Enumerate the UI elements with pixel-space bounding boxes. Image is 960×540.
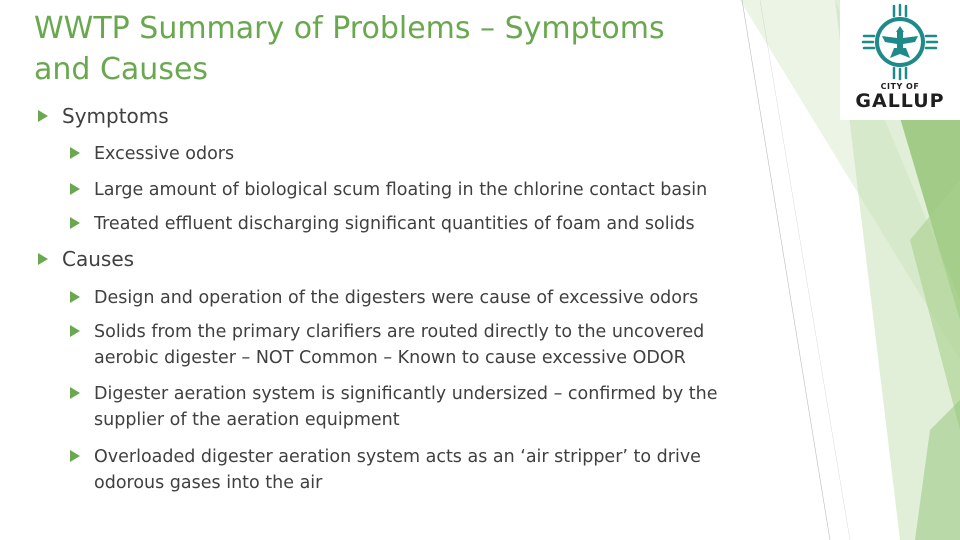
list-item-text: Excessive odors <box>94 144 235 164</box>
zia-thunderbird-emblem-icon <box>840 0 960 82</box>
arrow-bullet-icon <box>70 183 80 195</box>
list-item-text: Design and operation of the digesters were cause of excessive odors <box>94 288 699 308</box>
arrow-bullet-icon <box>70 291 80 303</box>
list-item-text: Solids from the primary clarifiers are routed directly to the uncovered aerobic digester – NOT Common – Known to cause excessive ODOR <box>94 322 705 368</box>
arrow-bullet-icon <box>70 450 80 462</box>
arrow-bullet-icon <box>70 325 80 337</box>
logo-line-1: CITY OF <box>880 82 920 91</box>
logo-line-2: GALLUP <box>855 90 945 112</box>
list-item-text: Digester aeration system is significantly undersized – confirmed by the supplier of the aeration equipment <box>94 384 718 430</box>
list-item-text: Large amount of biological scum floating in the chlorine contact basin <box>94 180 708 200</box>
city-logo <box>840 0 960 120</box>
arrow-bullet-icon <box>70 387 80 399</box>
list-item-text: Treated effluent discharging significant quantities of foam and solids <box>94 214 695 234</box>
arrow-bullet-icon <box>70 147 80 159</box>
section-heading-label: Symptoms <box>62 104 169 128</box>
arrow-bullet-icon <box>70 217 80 229</box>
title-line-1: WWTP Summary of Problems – Symptoms <box>34 11 665 46</box>
page-title <box>34 8 754 90</box>
arrow-bullet-icon <box>38 110 48 122</box>
list-item-text: Overloaded digester aeration system acts as an ‘air stripper’ to drive odorous gases into the air <box>94 447 701 493</box>
section-heading-label: Causes <box>62 247 135 271</box>
arrow-bullet-icon <box>38 253 48 265</box>
title-line-2: and Causes <box>34 52 209 87</box>
